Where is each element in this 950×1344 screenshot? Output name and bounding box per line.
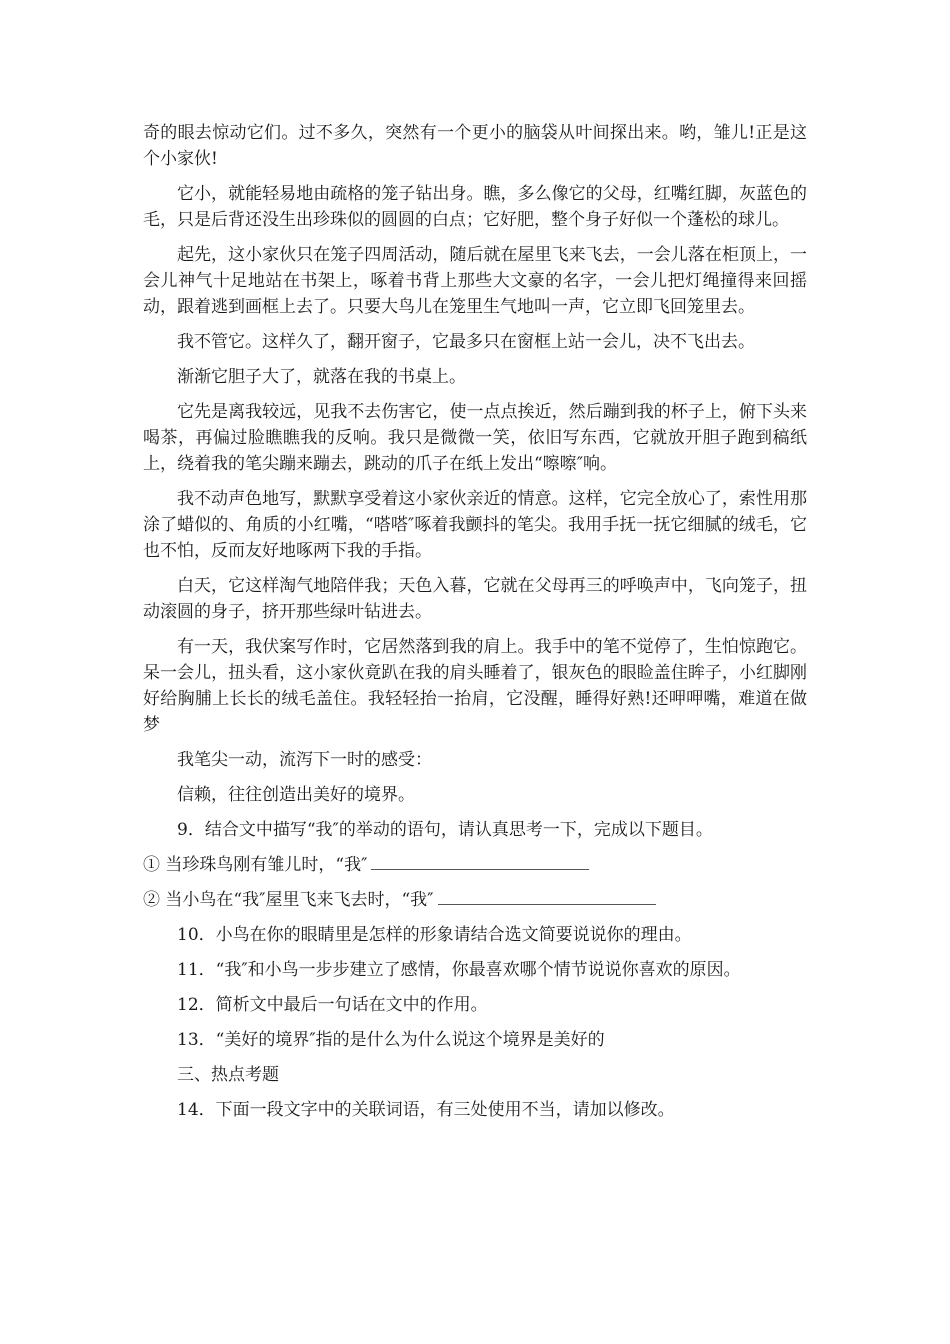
question-9-1-text: ① 当珍珠鸟刚有雏儿时，“我″ <box>143 855 368 875</box>
answer-blank-9-2[interactable] <box>438 888 656 905</box>
passage-paragraph: 我不管它。这样久了，翻开窗子，它最多只在窗框上站一会儿，决不飞出去。 <box>177 332 755 352</box>
question-13: 13．“美好的境界″指的是什么为什么说这个境界是美好的 <box>177 1030 605 1050</box>
question-14: 14．下面一段文字中的关联词语，有三处使用不当，请加以修改。 <box>177 1100 675 1120</box>
passage-paragraph: 有一天，我伏案写作时，它居然落到我的肩上。我手中的笔不觉停了，生怕惊跑它。呆一会儿，扭头看，这小家伙竟趴在我的肩头睡着了，银灰色的眼睑盖住眸子，小红脚刚好给胸脯上长长的绒毛盖住。我轻轻抬一抬肩，它没醒，睡得好熟!还呷呷嘴，难道在做梦 <box>143 637 807 735</box>
question-9-1 <box>143 852 807 878</box>
question-12: 12．简析文中最后一句话在文中的作用。 <box>177 995 488 1015</box>
passage-paragraph: 它小，就能轻易地由疏格的笼子钻出身。瞧，多么像它的父母，红嘴红脚，灰蓝色的毛，只是后背还没生出珍珠似的圆圆的白点；它好肥，整个身子好似一个蓬松的球儿。 <box>143 184 807 230</box>
answer-blank-9-1[interactable] <box>371 853 589 870</box>
passage-paragraph: 我不动声色地写，默默享受着这小家伙亲近的情意。这样，它完全放心了，索性用那涂了蜡似的、角质的小红嘴，“嗒嗒″啄着我颤抖的笔尖。我用手抚一抚它细腻的绒毛，它也不怕，反而友好地啄两下我的手指。 <box>143 489 807 561</box>
question-9-2-text: ② 当小鸟在“我″屋里飞来飞去时，“我″ <box>143 890 434 910</box>
section-heading: 三、热点考题 <box>177 1065 279 1085</box>
document-body <box>143 120 807 1132</box>
passage-paragraph: 渐渐它胆子大了，就落在我的书桌上。 <box>177 367 466 387</box>
question-9: 9．结合文中描写“我″的举动的语句，请认真思考一下，完成以下题目。 <box>177 820 713 840</box>
passage-final-sentence: 信赖，往往创造出美好的境界。 <box>177 785 415 805</box>
passage-paragraph: 起先，这小家伙只在笼子四周活动，随后就在屋里飞来飞去，一会儿落在柜顶上，一会儿神气十足地站在书架上，啄着书背上那些大文豪的名字，一会儿把灯绳撞得来回摇动，跟着逃到画框上去了。只要大鸟儿在笼里生气地叫一声，它立即飞回笼里去。 <box>143 245 807 317</box>
question-10: 10．小鸟在你的眼睛里是怎样的形象请结合选文简要说说你的理由。 <box>177 925 692 945</box>
question-11: 11．“我″和小鸟一步步建立了感情，你最喜欢哪个情节说说你喜欢的原因。 <box>177 960 741 980</box>
question-9-2 <box>143 887 807 913</box>
passage-paragraph: 白天，它这样淘气地陪伴我；天色入暮，它就在父母再三的呼唤声中，飞向笼子，扭动滚圆的身子，挤开那些绿叶钻进去。 <box>143 576 807 622</box>
passage-paragraph: 它先是离我较远，见我不去伤害它，使一点点挨近，然后蹦到我的杯子上，俯下头来喝茶，再偏过脸瞧瞧我的反响。我只是微微一笑，依旧写东西，它就放开胆子跑到稿纸上，绕着我的笔尖蹦来蹦去，跳动的爪子在纸上发出“嚓嚓″响。 <box>143 402 807 474</box>
passage-paragraph: 我笔尖一动，流泻下一时的感受： <box>177 750 432 770</box>
passage-paragraph: 奇的眼去惊动它们。过不多久，突然有一个更小的脑袋从叶间探出来。哟，雏儿!正是这个小家伙! <box>143 123 807 169</box>
